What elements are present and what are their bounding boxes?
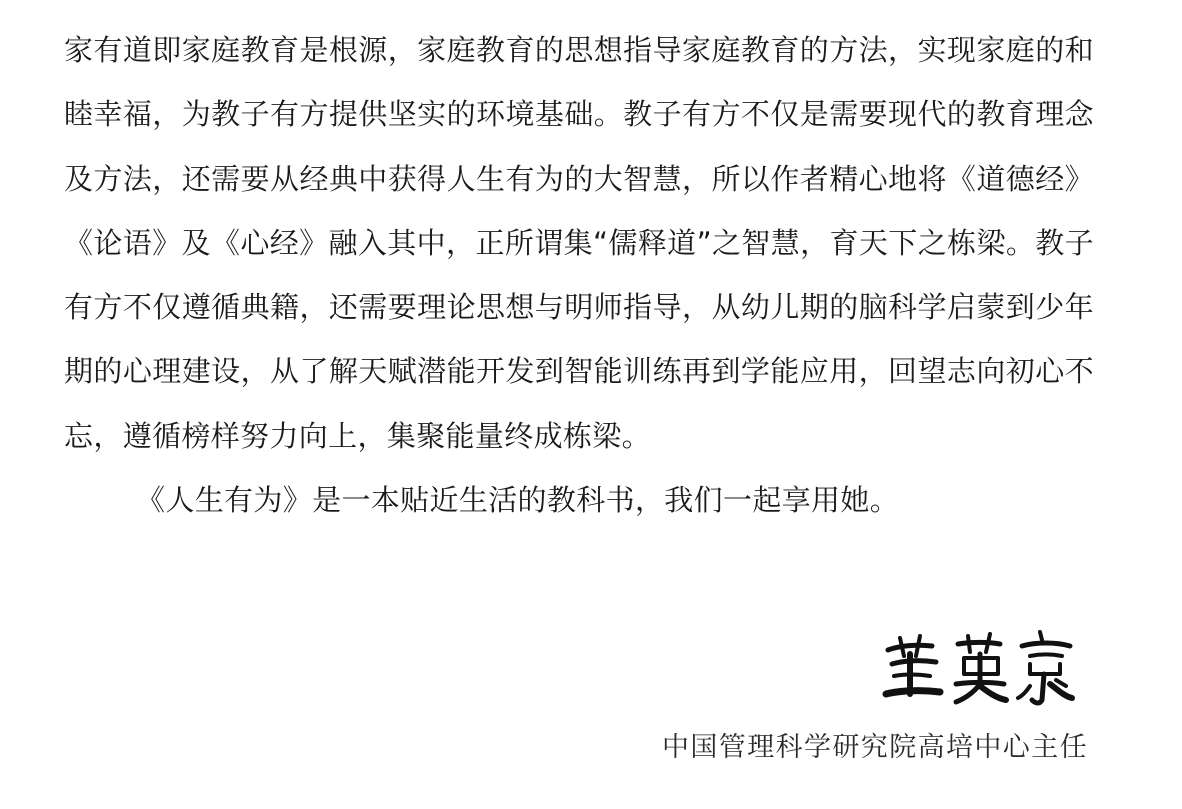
body-text: [64, 18, 1094, 532]
paragraph-closing: 《人生有为》是一本贴近生活的教科书，我们一起享用她。: [136, 483, 900, 518]
paragraph-main: 家有道即家庭教育是根源，家庭教育的思想指导家庭教育的方法，实现家庭的和睦幸福，为教子有方提供坚实的环境基础。教子有方不仅是需要现代的教育理念及方法，还需要从经典中获得人生有为的大智慧，所以作者精心地将《道德经》《论语》及《心经》融入其中，正所谓集“儒释道”之智慧，育天下之栋梁。教子有方不仅遵循典籍，还需要理论思想与明师指导，从幼儿期的脑科学启蒙到少年期的心理建设，从了解天赋潜能开发到智能训练再到学能应用，回望志向初心不忘，遵循榜样努力向上，集聚能量终成栋梁。: [64, 33, 1094, 453]
signer-title: 中国管理科学研究院高培中心主任: [662, 732, 1088, 763]
signature-graphic: [880, 628, 1076, 710]
handwritten-signature: [880, 628, 1076, 710]
